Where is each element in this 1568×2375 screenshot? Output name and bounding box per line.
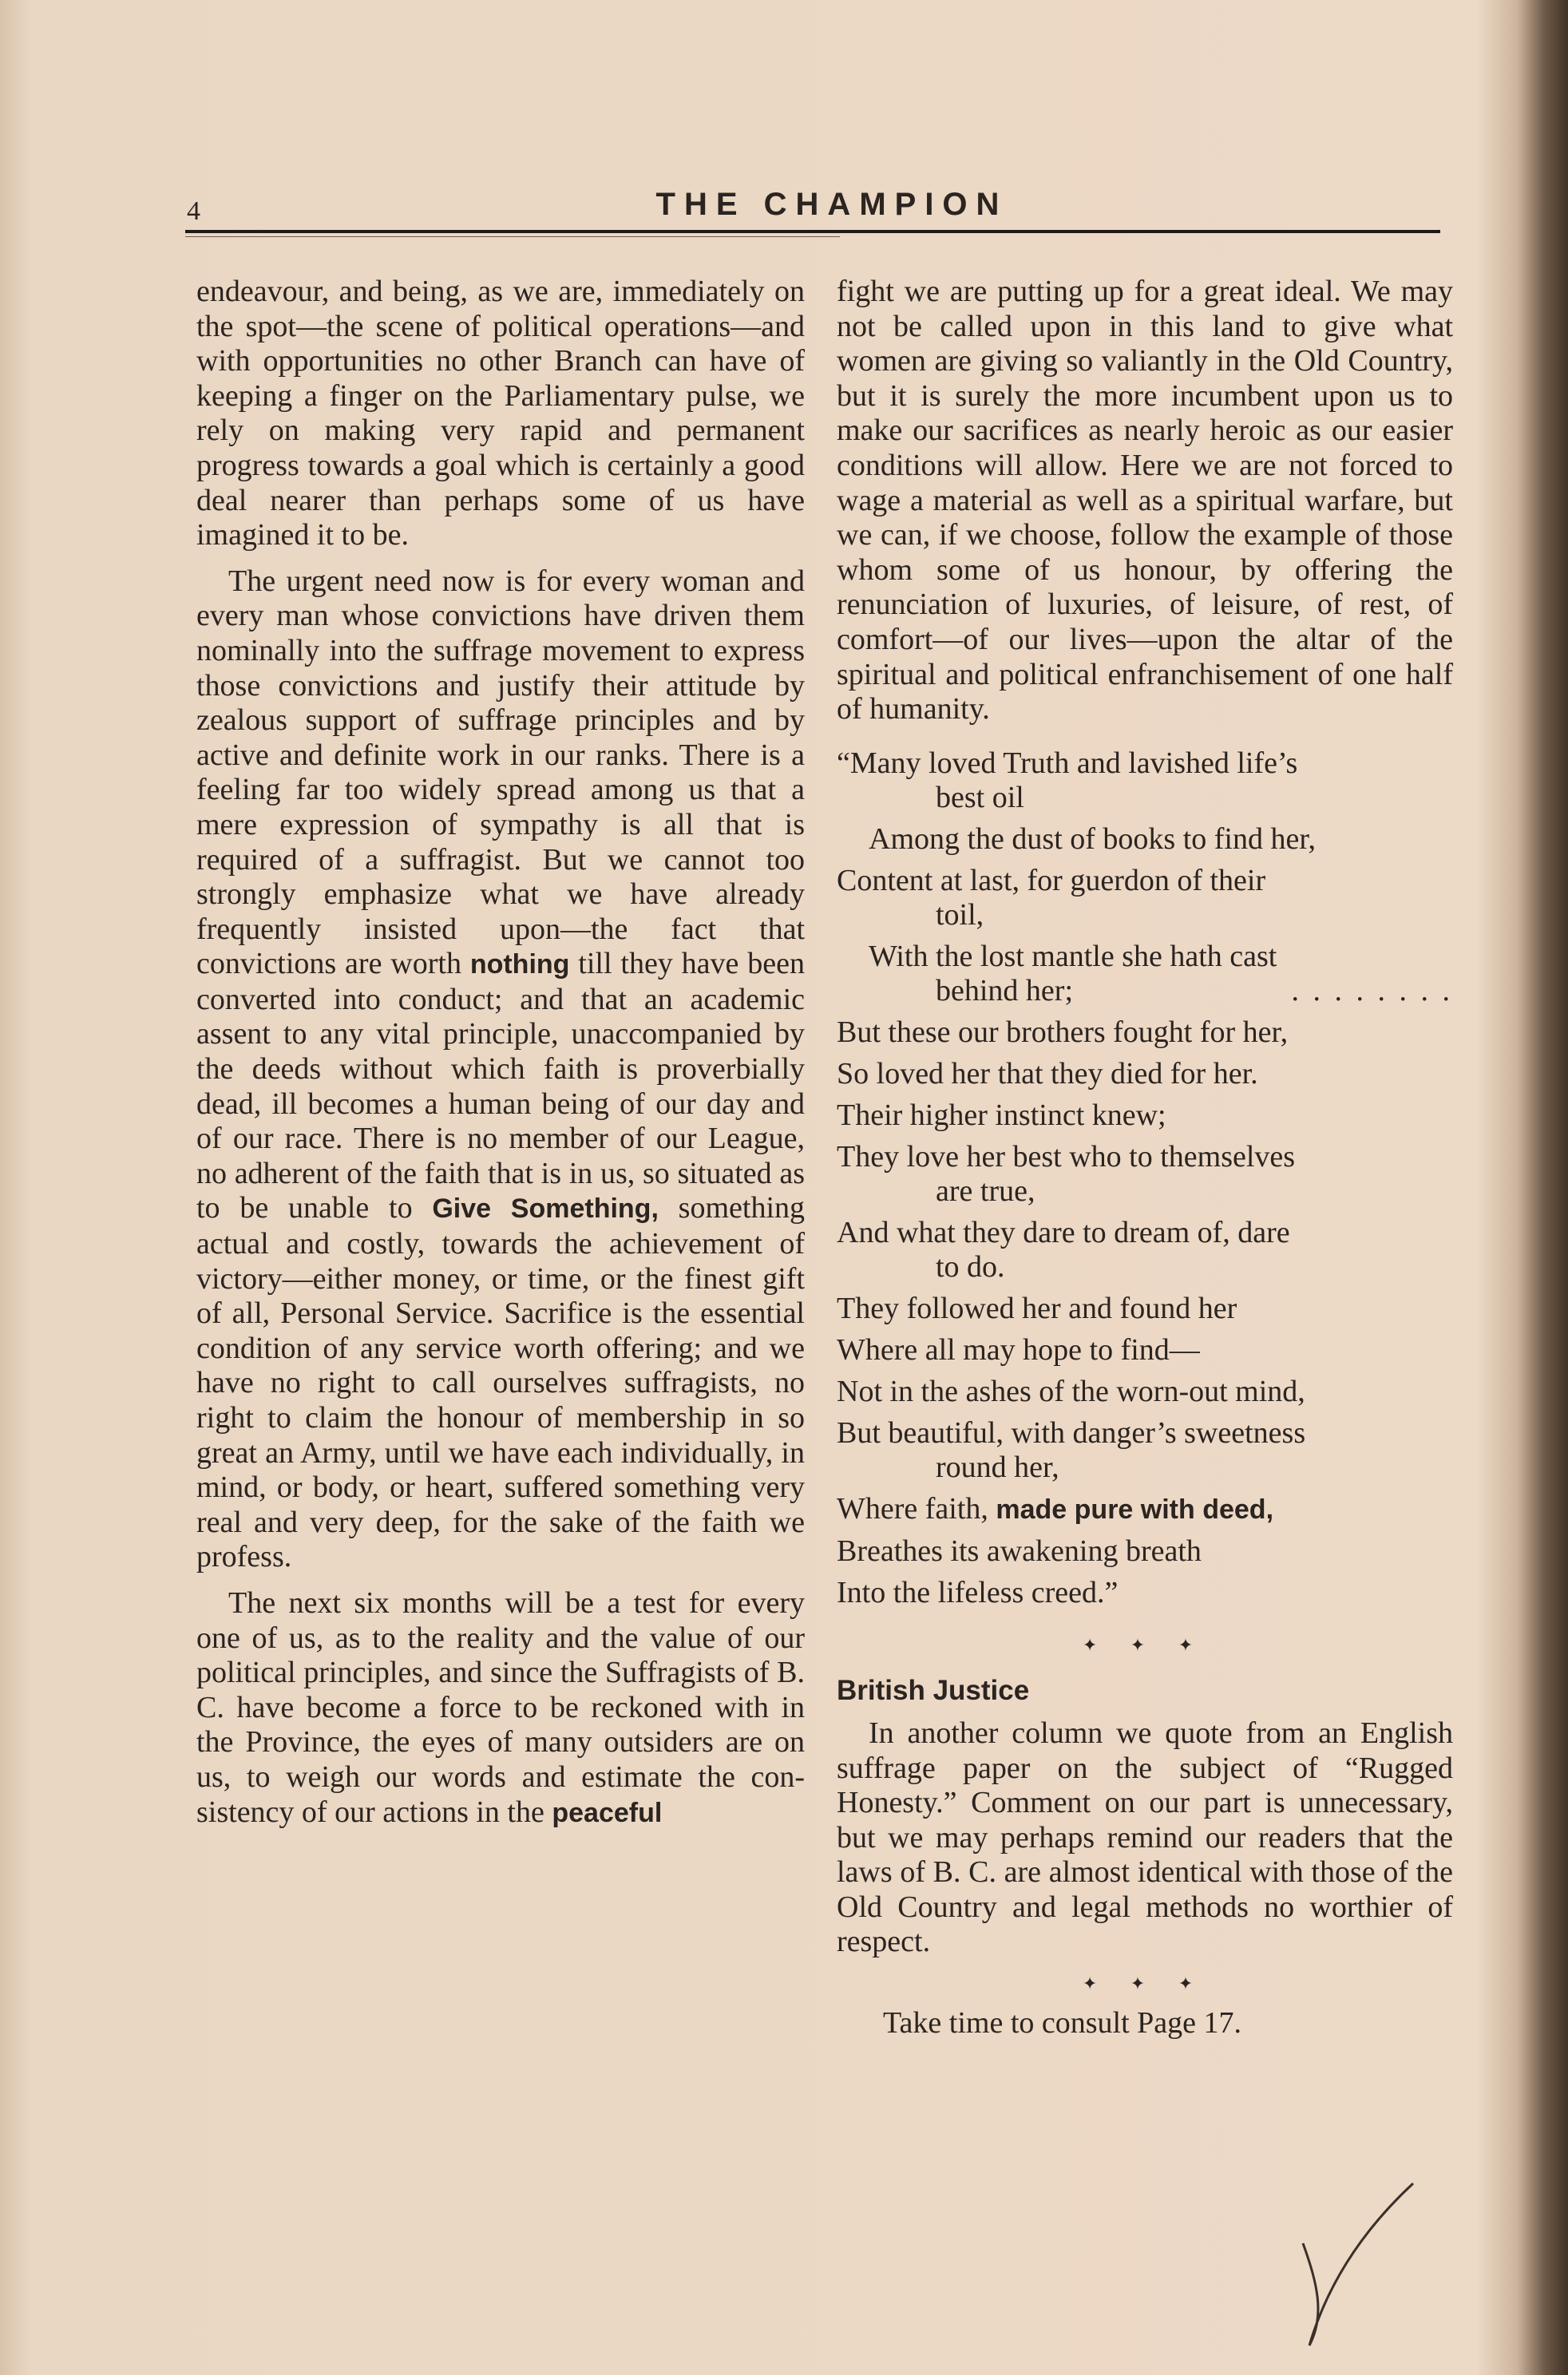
poem-line: Into the lifeless creed.” bbox=[837, 1575, 1119, 1609]
paragraph: fight we are putting up for a great ideal. We may not be called upon in this land to give what women are giving so valiantly in the Old Country, but it is surely the more incumbent upon us to make our sacrifices as nearly heroic as our easier conditions will allow. Here we are not forced to wage a material as well as a spiritual warfare, but we can, if we choose, follow the example of those whom some of us honour, by offering the renunciation of luxuries, of leisure, of rest, of comfort—of our lives—upon the altar of the spiritual and political enfranchisement of one half of humanity. bbox=[837, 275, 1453, 726]
ornament-divider: ✦ ✦ ✦ bbox=[1082, 1634, 1208, 1655]
ellipsis-dots: . . . . . . . . bbox=[1291, 973, 1453, 1007]
pencil-checkmark-icon bbox=[1293, 2155, 1421, 2347]
poem-line: Where all may hope to find— bbox=[837, 1332, 1200, 1367]
poem-line: And what they dare to dream of, dare bbox=[837, 1215, 1290, 1249]
emphasis: nothing bbox=[469, 949, 570, 980]
poem-line: With the lost mantle she hath cast bbox=[869, 939, 1277, 973]
ornament-divider: ✦ ✦ ✦ bbox=[1082, 1973, 1208, 1994]
poem-line: But beautiful, with danger’s sweetness bbox=[837, 1415, 1306, 1450]
masthead: THE CHAMPION bbox=[655, 187, 1008, 222]
paragraph: In another column we quote from an English suffrage paper on the subject of “Rugged Honesty.” Comment on our part is unnecessary, but we may perhaps remind our readers that the laws of B. C. are almost identical with those of the Old Country and legal methods no worthier of respect. bbox=[837, 1716, 1453, 1959]
page-number: 4 bbox=[187, 196, 201, 226]
poem bbox=[837, 746, 1453, 1610]
poem-line: Not in the ashes of the worn-out mind, bbox=[837, 1374, 1305, 1408]
poem-line: are true, bbox=[936, 1174, 1035, 1208]
poem-line: They followed her and found her bbox=[837, 1291, 1237, 1325]
poem-line: Breathes its awakening breath bbox=[837, 1534, 1202, 1568]
poem-line: Content at last, for guerdon of their bbox=[837, 863, 1266, 897]
paragraph: The next six months will be a test for every one of us, as to the reality and the value of our political principles, and since the Suffragists of B. C. have become a force to be reckoned with in the Province, the eyes of many outsiders are on us, to weigh our words and estimate the consistency of our actions in the peaceful bbox=[196, 1585, 805, 1829]
emphasis: Give Something, bbox=[432, 1193, 659, 1225]
poem-line: Among the dust of books to find her, bbox=[869, 821, 1316, 856]
poem-line: best oil bbox=[936, 780, 1024, 814]
right-column bbox=[837, 275, 1453, 2041]
header-rule bbox=[185, 230, 1440, 233]
paragraph: The urgent need now is for every woman and every man whose convictions have driven them nominally into the suffrage movement to express those convictions and justify their attitude by zealous support of suffrage principles and by active and definite work in our ranks. There is a feeling far too widely spread among us that a mere expression of sympathy is all that is required of a suffragist. But we cannot too strongly emphasize what we have already frequently insisted upon—the fact that convictions are worth nothing till they have been converted into conduct; and that an academic assent to any vital principle, unaccompanied by the deeds without which faith is proverbially dead, ill becomes a human being of our day and of our race. There is no member of our League, no adherent of the faith that is in us, so situated as to be unable to Give Something, something actual and costly, towards the achievement of victory—either money, or time, or the finest gift of all, Personal Service. Sacrifice is the essential condition of any service worth offering; and we have no right to call ourselves suffragists, no right to claim the honour of membership in so great an Army, until we have each individually, in mind, or body, or heart, suffered something very real and very deep, for the sake of the faith we profess. bbox=[196, 564, 806, 1574]
poem-line: They love her best who to themselves bbox=[837, 1139, 1296, 1174]
page-header bbox=[185, 185, 1440, 233]
closing-note: Take time to consult Page 17. bbox=[883, 2005, 1242, 2040]
section-heading: British Justice bbox=[837, 1675, 1030, 1707]
poem-line: toil, bbox=[936, 897, 984, 932]
poem-line: behind her; . . . . . . . . bbox=[936, 973, 1453, 1007]
poem-line: So loved her that they died for her. bbox=[837, 1056, 1258, 1091]
header-rule-thin bbox=[185, 236, 840, 237]
left-column bbox=[196, 275, 805, 1831]
poem-line: round her, bbox=[936, 1450, 1059, 1484]
poem-line: Their higher instinct knew; bbox=[837, 1098, 1166, 1132]
poem-line: But these our brothers fought for her, bbox=[837, 1015, 1289, 1049]
emphasis: made pure with deed, bbox=[996, 1494, 1274, 1525]
poem-line: to do. bbox=[936, 1249, 1005, 1284]
poem-line: “Many loved Truth and lavished life’s bbox=[837, 746, 1298, 780]
paragraph: endeavour, and being, as we are, immediately on the spot—the scene of political operations—and with opportunities no other Branch can have of keeping a finger on the Parliamentary pulse, we rely on making very rapid and permanent progress towards a goal which is certainly a good deal nearer than perhaps some of us have imagined it to be. bbox=[196, 275, 805, 552]
poem-line: Where faith, made pure with deed, bbox=[837, 1491, 1274, 1526]
emphasis: peaceful bbox=[552, 1797, 663, 1828]
